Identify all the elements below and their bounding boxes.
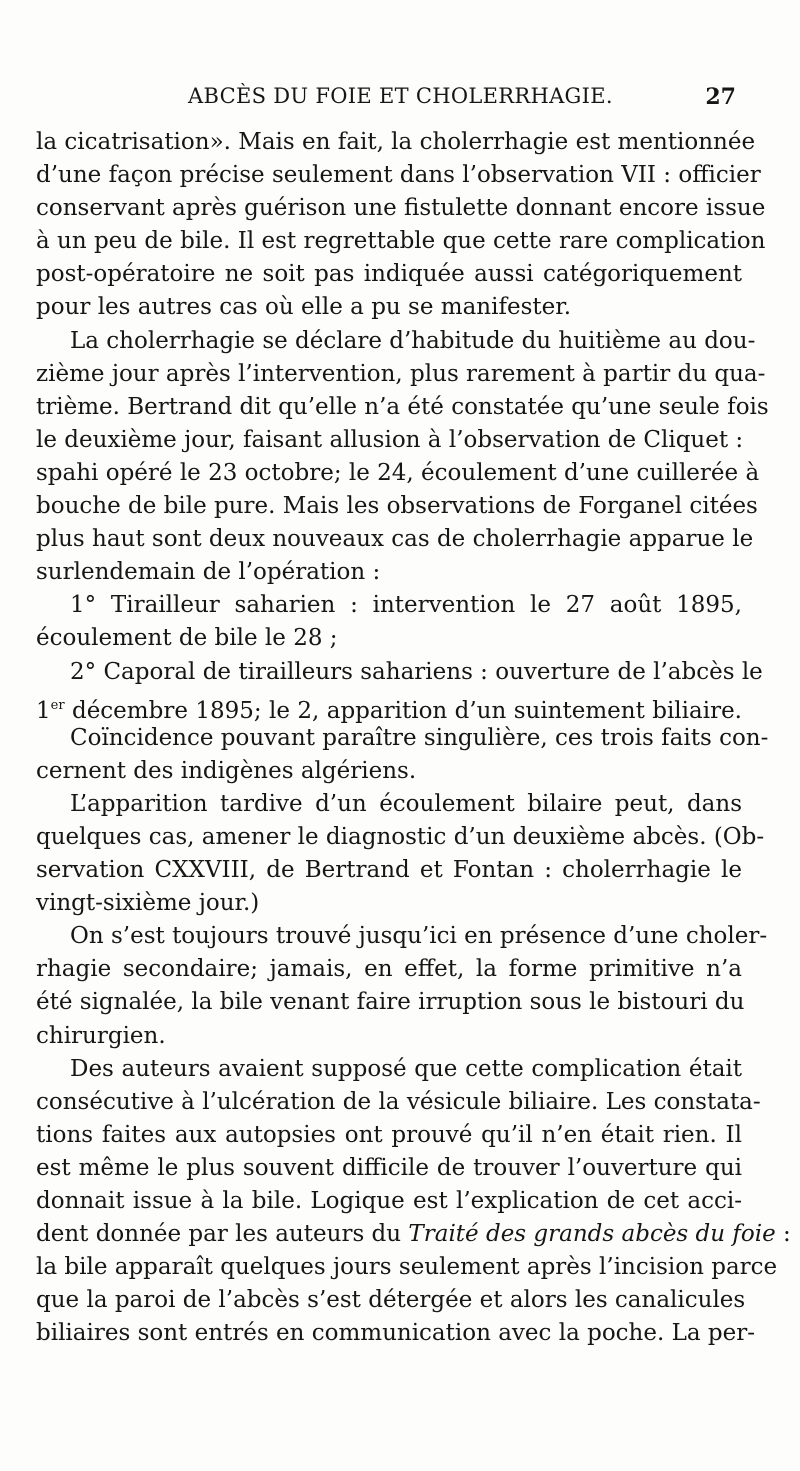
text-line: tions faites aux autopsies ont prouvé qu’il n’en était rien. Il xyxy=(36,1121,742,1148)
text-line: trième. Bertrand dit qu’elle n’a été constatée qu’une seule fois xyxy=(36,393,769,420)
text-line: La cholerrhagie se déclare d’habitude du huitième au dou- xyxy=(70,327,756,354)
text-line: servation CXXVIII, de Bertrand et Fontan : cholerrhagie le xyxy=(36,857,742,884)
text-line: On s’est toujours trouvé jusqu’ici en présence d’une choler- xyxy=(70,923,768,950)
text-line: conservant après guérison une fistulette donnant encore issue xyxy=(36,195,766,222)
text-line: la bile apparaît quelques jours seulement après l’incision parce xyxy=(36,1254,778,1281)
text-line: 1er décembre 1895; le 2, apparition d’un suintement biliaire. xyxy=(36,697,742,724)
text-line: le deuxième jour, faisant allusion à l’observation de Cliquet : xyxy=(36,426,744,453)
text-line: 1° Tirailleur saharien : intervention le 27 août 1895, xyxy=(70,592,742,619)
text-line: spahi opéré le 23 octobre; le 24, écoulement d’une cuillerée à xyxy=(36,459,760,486)
superscript: er xyxy=(50,697,65,713)
text-line: d’une façon précise seulement dans l’observation VII : officier xyxy=(36,162,761,189)
book-title-italic: Traité des grands abcès du foie xyxy=(408,1221,776,1248)
text-line: dent donnée par les auteurs du Traité des grands abcès du foie : xyxy=(36,1221,791,1248)
text-line: vingt-sixième jour.) xyxy=(36,890,260,917)
text-line: est même le plus souvent difficile de trouver l’ouverture qui xyxy=(36,1154,742,1181)
page-header xyxy=(36,84,736,114)
text-line: été signalée, la bile venant faire irruption sous le bistouri du xyxy=(36,989,745,1016)
body-text xyxy=(36,126,791,1350)
running-title: ABCÈS DU FOIE ET CHOLERRHAGIE. xyxy=(188,84,613,108)
text-line: que la paroi de l’abcès s’est détergée et alors les canalicules xyxy=(36,1287,746,1314)
text-line: biliaires sont entrés en communication avec la poche. La per- xyxy=(36,1320,755,1347)
text-line: quelques cas, amener le diagnostic d’un deuxième abcès. (Ob- xyxy=(36,823,765,850)
text-line: consécutive à l’ulcération de la vésicule biliaire. Les constata- xyxy=(36,1088,761,1115)
text-line: pour les autres cas où elle a pu se manifester. xyxy=(36,294,572,321)
text-line: Des auteurs avaient supposé que cette complication était xyxy=(70,1055,742,1082)
text-line: à un peu de bile. Il est regrettable que cette rare complication xyxy=(36,228,766,255)
page-number: 27 xyxy=(705,84,736,110)
text-line: la cicatrisation». Mais en fait, la cholerrhagie est mentionnée xyxy=(36,129,756,155)
text-line: donnait issue à la bile. Logique est l’explication de cet acci- xyxy=(36,1188,742,1214)
text-line: chirurgien. xyxy=(36,1022,166,1049)
text-line: zième jour après l’intervention, plus rarement à partir du qua- xyxy=(36,360,766,387)
text-line: Coïncidence pouvant paraître singulière, ces trois faits con- xyxy=(70,724,769,751)
text-line: surlendemain de l’opération : xyxy=(36,559,381,586)
text-line: cernent des indigènes algériens. xyxy=(36,757,417,784)
text-line: rhagie secondaire; jamais, en effet, la forme primitive n’a xyxy=(36,956,742,983)
text-line: bouche de bile pure. Mais les observations de Forganel citées xyxy=(36,493,758,520)
text-line: post-opératoire ne soit pas indiquée aussi catégoriquement xyxy=(36,261,742,288)
text-line: plus haut sont deux nouveaux cas de cholerrhagie apparue le xyxy=(36,526,754,553)
text-line: 2° Caporal de tirailleurs sahariens : ouverture de l’abcès le xyxy=(70,658,763,685)
text-line: écoulement de bile le 28 ; xyxy=(36,625,338,652)
text-line: L’apparition tardive d’un écoulement bilaire peut, dans xyxy=(70,790,742,817)
